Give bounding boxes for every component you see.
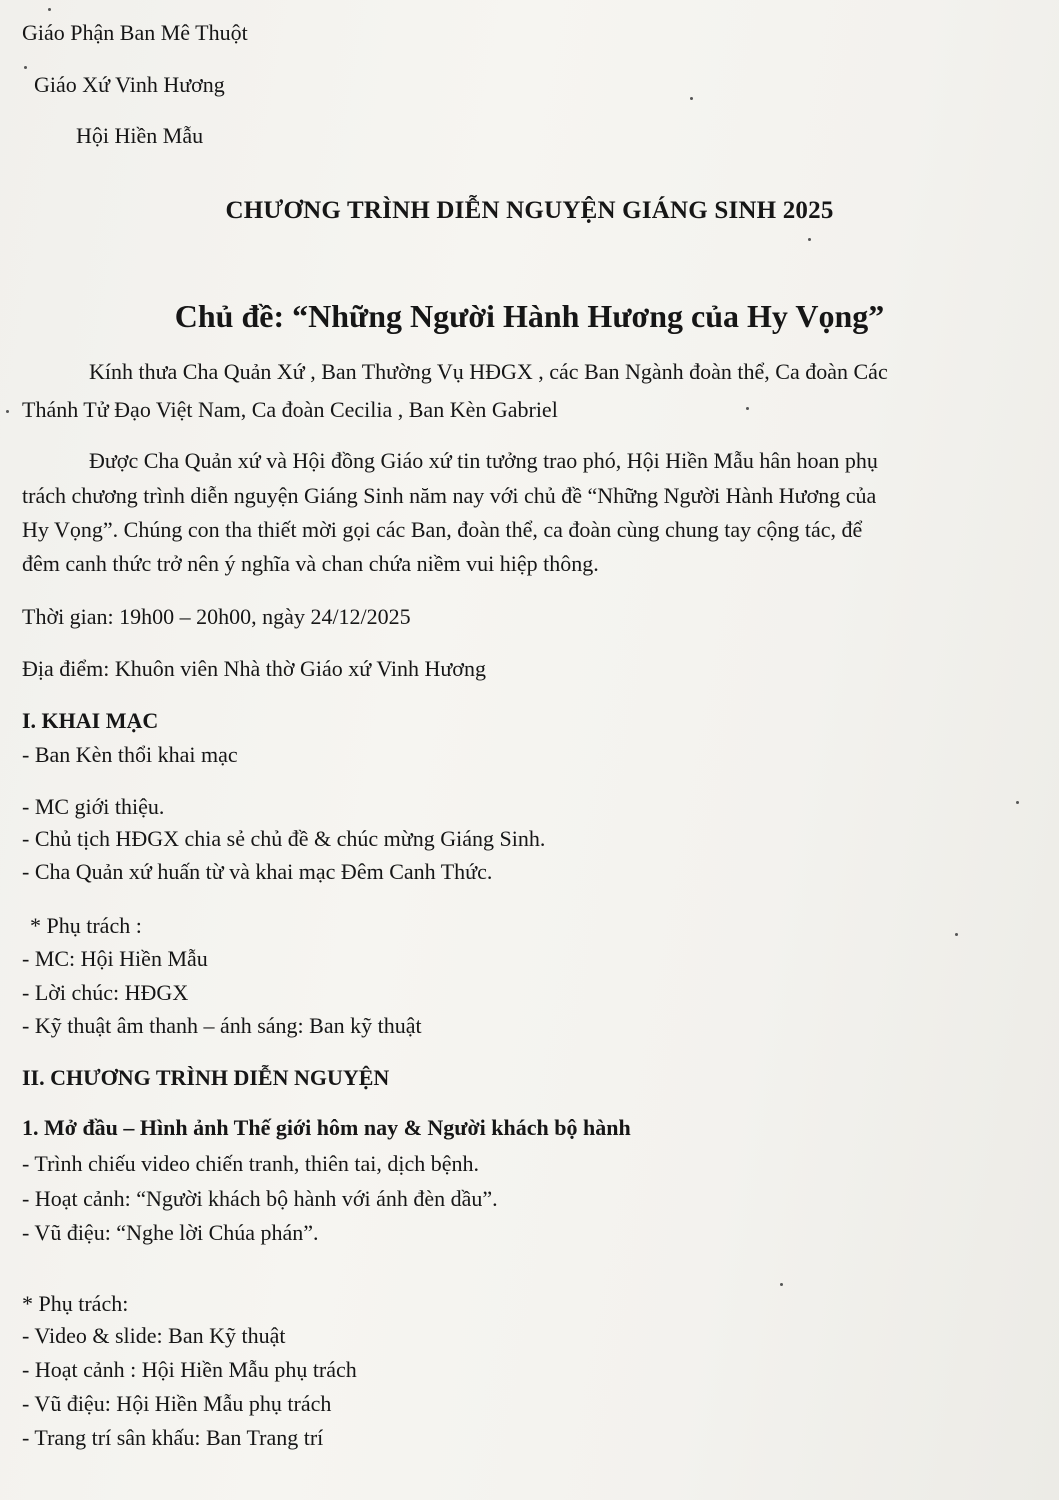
list-item: - Chủ tịch HĐGX chia sẻ chủ đề & chúc mừng Giáng Sinh. xyxy=(22,826,546,851)
list-item: - Trình chiếu video chiến tranh, thiên tai, dịch bệnh. xyxy=(22,1151,480,1176)
responsible-label: * Phụ trách : xyxy=(30,913,142,938)
paper-speck xyxy=(746,407,749,410)
paper-speck xyxy=(1016,801,1019,804)
responsible-item: - Vũ điệu: Hội Hiền Mẫu phụ trách xyxy=(22,1391,332,1416)
paper-speck xyxy=(955,933,958,936)
diocese-name: Giáo Phận Ban Mê Thuột xyxy=(22,20,248,45)
intro-line: Hy Vọng”. Chúng con tha thiết mời gọi các Ban, đoàn thể, ca đoàn cùng chung tay cộng tác, để xyxy=(22,517,863,542)
section-heading-opening: I. KHAI MẠC xyxy=(22,708,159,733)
paper-speck xyxy=(24,66,27,69)
responsible-item: - Video & slide: Ban Kỹ thuật xyxy=(22,1323,286,1348)
paper-speck xyxy=(6,410,9,413)
paper-speck xyxy=(808,238,811,241)
responsible-label: * Phụ trách: xyxy=(22,1291,129,1316)
list-item: - Hoạt cảnh: “Người khách bộ hành với ánh đèn dầu”. xyxy=(22,1186,498,1211)
responsible-item: - Hoạt cảnh : Hội Hiền Mẫu phụ trách xyxy=(22,1357,357,1382)
list-item: - Ban Kèn thổi khai mạc xyxy=(22,742,238,767)
intro-line: Được Cha Quản xứ và Hội đồng Giáo xứ tin tưởng trao phó, Hội Hiền Mẫu hân hoan phụ xyxy=(89,448,878,473)
event-time: Thời gian: 19h00 – 20h00, ngày 24/12/2025 xyxy=(22,604,411,629)
responsible-item: - Trang trí sân khấu: Ban Trang trí xyxy=(22,1425,324,1450)
paper-speck xyxy=(690,97,693,100)
salutation-line: Thánh Tử Đạo Việt Nam, Ca đoàn Cecilia , Ban Kèn Gabriel xyxy=(22,397,558,422)
responsible-item: - Lời chúc: HĐGX xyxy=(22,980,189,1005)
intro-line: trách chương trình diễn nguyện Giáng Sinh năm nay với chủ đề “Những Người Hành Hương của xyxy=(22,483,877,508)
list-item: - Cha Quản xứ huấn từ và khai mạc Đêm Canh Thức. xyxy=(22,859,493,884)
paper-speck xyxy=(48,8,51,11)
association-name: Hội Hiền Mẫu xyxy=(76,123,204,148)
responsible-item: - Kỹ thuật âm thanh – ánh sáng: Ban kỹ thuật xyxy=(22,1013,422,1038)
document-theme: Chủ đề: “Những Người Hành Hương của Hy Vọng” xyxy=(174,298,885,334)
event-location: Địa điểm: Khuôn viên Nhà thờ Giáo xứ Vinh Hương xyxy=(22,656,486,681)
document-title: CHƯƠNG TRÌNH DIỄN NGUYỆN GIÁNG SINH 2025 xyxy=(225,197,834,224)
list-item: - MC giới thiệu. xyxy=(22,794,165,819)
intro-line: đêm canh thức trở nên ý nghĩa và chan chứa niềm vui hiệp thông. xyxy=(22,551,599,576)
section-heading-program: II. CHƯƠNG TRÌNH DIỄN NGUYỆN xyxy=(22,1065,390,1090)
salutation-line: Kính thưa Cha Quản Xứ , Ban Thường Vụ HĐGX , các Ban Ngành đoàn thể, Ca đoàn Các xyxy=(89,359,888,384)
list-item: - Vũ điệu: “Nghe lời Chúa phán”. xyxy=(22,1220,319,1245)
parish-name: Giáo Xứ Vinh Hương xyxy=(34,72,225,97)
paper-speck xyxy=(780,1283,783,1286)
responsible-item: - MC: Hội Hiền Mẫu xyxy=(22,946,208,971)
subsection-heading: 1. Mở đầu – Hình ảnh Thế giới hôm nay & Người khách bộ hành xyxy=(22,1115,631,1140)
